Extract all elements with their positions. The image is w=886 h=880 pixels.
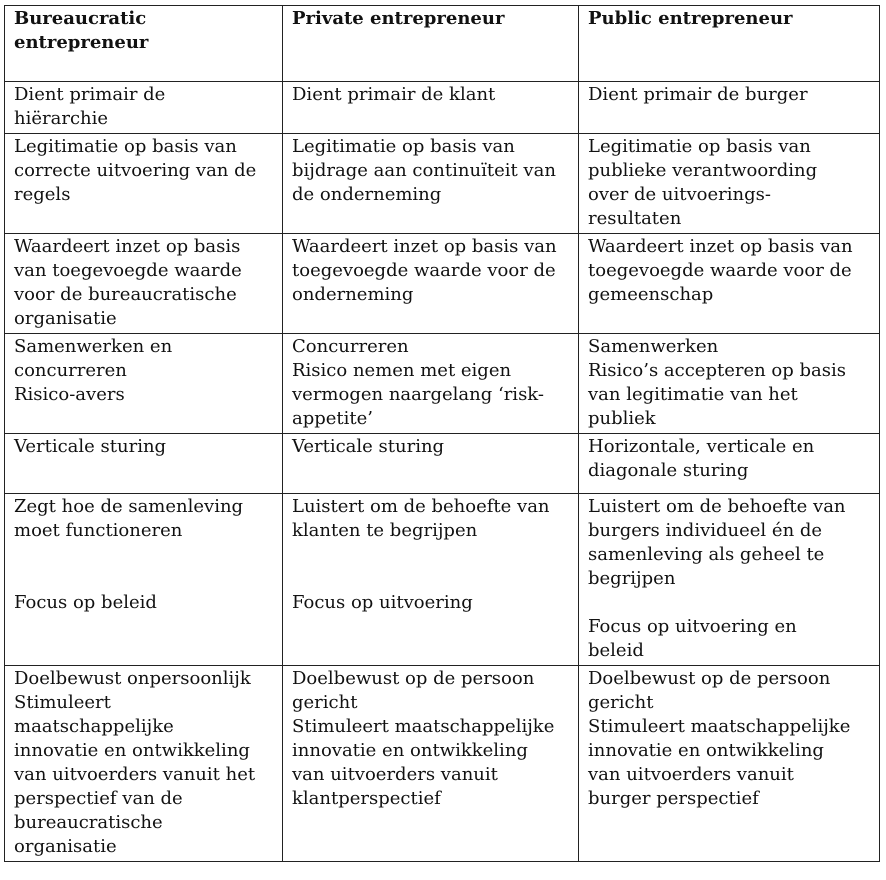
- cell-line: innovatie en ontwikkeling: [588, 740, 824, 761]
- cell-line: bijdrage aan continuïteit van: [292, 160, 556, 181]
- cell-bureaucratic: [5, 82, 283, 134]
- cell-line: klantperspectief: [292, 788, 441, 809]
- cell-line: Waardeert inzet op basis: [14, 236, 241, 257]
- table-row: [5, 134, 880, 234]
- cell-line: gemeenschap: [588, 284, 714, 305]
- cell-public: [579, 666, 880, 862]
- table-row: [5, 334, 880, 434]
- cell-line: moet functioneren: [14, 520, 183, 541]
- cell-private: [283, 82, 579, 134]
- cell-line: bureaucratische: [14, 812, 163, 833]
- cell-line: Samenwerken en: [14, 336, 173, 357]
- cell-line: Doelbewust op de persoon: [292, 668, 535, 689]
- cell-line: gericht: [588, 692, 654, 713]
- cell-line: correcte uitvoering van de: [14, 160, 257, 181]
- table-row: [5, 82, 880, 134]
- cell-private: [283, 434, 579, 494]
- cell-public: [579, 234, 880, 334]
- cell-public: [579, 494, 880, 666]
- cell-line: Dient primair de klant: [292, 84, 496, 105]
- cell-spacer: [588, 591, 871, 615]
- header-line: Public entrepreneur: [588, 8, 793, 29]
- cell-public: [579, 82, 880, 134]
- cell-line: Dient primair de: [14, 84, 166, 105]
- cell-bureaucratic: [5, 334, 283, 434]
- table-row: [5, 234, 880, 334]
- cell-public: [579, 434, 880, 494]
- cell-public: [579, 134, 880, 234]
- cell-line: Risico’s accepteren op basis: [588, 360, 846, 381]
- cell-bureaucratic: [5, 234, 283, 334]
- table-row: [5, 434, 880, 494]
- header-line: entrepreneur: [14, 32, 149, 53]
- cell-line: Risico nemen met eigen: [292, 360, 512, 381]
- cell-line: innovatie en ontwikkeling: [14, 740, 250, 761]
- cell-line: begrijpen: [588, 568, 676, 589]
- header-bureaucratic: [5, 6, 283, 82]
- cell-line: Waardeert inzet op basis van: [588, 236, 853, 257]
- cell-line: Stimuleert: [14, 692, 111, 713]
- cell-line: Dient primair de burger: [588, 84, 808, 105]
- cell-line: Focus op uitvoering: [292, 592, 473, 613]
- cell-line: innovatie en ontwikkeling: [292, 740, 528, 761]
- cell-line: samenleving als geheel te: [588, 544, 825, 565]
- cell-line: klanten te begrijpen: [292, 520, 478, 541]
- cell-line: diagonale sturing: [588, 460, 749, 481]
- cell-bureaucratic: [5, 434, 283, 494]
- cell-line: van uitvoerders vanuit: [292, 764, 498, 785]
- cell-line: organisatie: [14, 308, 117, 329]
- cell-spacer: [292, 543, 570, 591]
- cell-line: burgers individueel én de: [588, 520, 823, 541]
- header-public: [579, 6, 880, 82]
- cell-line: voor de bureaucratische: [14, 284, 237, 305]
- cell-line: van uitvoerders vanuit: [588, 764, 794, 785]
- cell-line: regels: [14, 184, 71, 205]
- cell-line: maatschappelijke: [14, 716, 174, 737]
- cell-line: toegevoegde waarde voor de: [292, 260, 556, 281]
- cell-bureaucratic: [5, 666, 283, 862]
- cell-line: Stimuleert maatschappelijke: [292, 716, 555, 737]
- header-line: Private entrepreneur: [292, 8, 505, 29]
- cell-line: van uitvoerders vanuit het: [14, 764, 256, 785]
- cell-line: vermogen naargelang ‘risk-: [292, 384, 544, 405]
- cell-line: Focus op uitvoering en: [588, 616, 797, 637]
- cell-line: onderneming: [292, 284, 414, 305]
- cell-line: perspectief van de: [14, 788, 183, 809]
- cell-line: Verticale sturing: [14, 436, 167, 457]
- cell-line: Horizontale, verticale en: [588, 436, 815, 457]
- cell-line: publiek: [588, 408, 656, 429]
- cell-line: burger perspectief: [588, 788, 759, 809]
- cell-line: Focus op beleid: [14, 592, 157, 613]
- cell-line: organisatie: [14, 836, 117, 857]
- table-row: [5, 666, 880, 862]
- cell-line: gericht: [292, 692, 358, 713]
- cell-line: van legitimatie van het: [588, 384, 798, 405]
- cell-private: [283, 234, 579, 334]
- cell-bureaucratic: [5, 134, 283, 234]
- cell-line: van toegevoegde waarde: [14, 260, 242, 281]
- cell-line: hiërarchie: [14, 108, 109, 129]
- cell-line: resultaten: [588, 208, 682, 229]
- cell-bureaucratic: [5, 494, 283, 666]
- cell-line: toegevoegde waarde voor de: [588, 260, 852, 281]
- cell-line: Legitimatie op basis van: [292, 136, 515, 157]
- comparison-table: [4, 5, 880, 862]
- cell-line: Concurreren: [292, 336, 409, 357]
- cell-line: Doelbewust op de persoon: [588, 668, 831, 689]
- cell-line: publieke verantwoording: [588, 160, 818, 181]
- cell-private: [283, 134, 579, 234]
- cell-private: [283, 334, 579, 434]
- cell-line: Zegt hoe de samenleving: [14, 496, 244, 517]
- header-row: [5, 6, 880, 82]
- cell-line: Luistert om de behoefte van: [292, 496, 550, 517]
- header-private: [283, 6, 579, 82]
- cell-line: Luistert om de behoefte van: [588, 496, 846, 517]
- cell-line: Doelbewust onpersoonlijk: [14, 668, 251, 689]
- cell-private: [283, 666, 579, 862]
- cell-line: de onderneming: [292, 184, 442, 205]
- cell-line: Samenwerken: [588, 336, 719, 357]
- cell-line: Verticale sturing: [292, 436, 445, 457]
- table-row: [5, 494, 880, 666]
- cell-public: [579, 334, 880, 434]
- cell-line: Legitimatie op basis van: [588, 136, 811, 157]
- cell-line: over de uitvoerings-: [588, 184, 771, 205]
- cell-private: [283, 494, 579, 666]
- cell-line: concurreren: [14, 360, 127, 381]
- cell-spacer: [14, 543, 274, 591]
- header-line: Bureaucratic: [14, 8, 147, 29]
- cell-line: appetite’: [292, 408, 374, 429]
- cell-line: Stimuleert maatschappelijke: [588, 716, 851, 737]
- cell-line: Legitimatie op basis van: [14, 136, 237, 157]
- cell-line: beleid: [588, 640, 644, 661]
- cell-line: Risico-avers: [14, 384, 125, 405]
- cell-line: Waardeert inzet op basis van: [292, 236, 557, 257]
